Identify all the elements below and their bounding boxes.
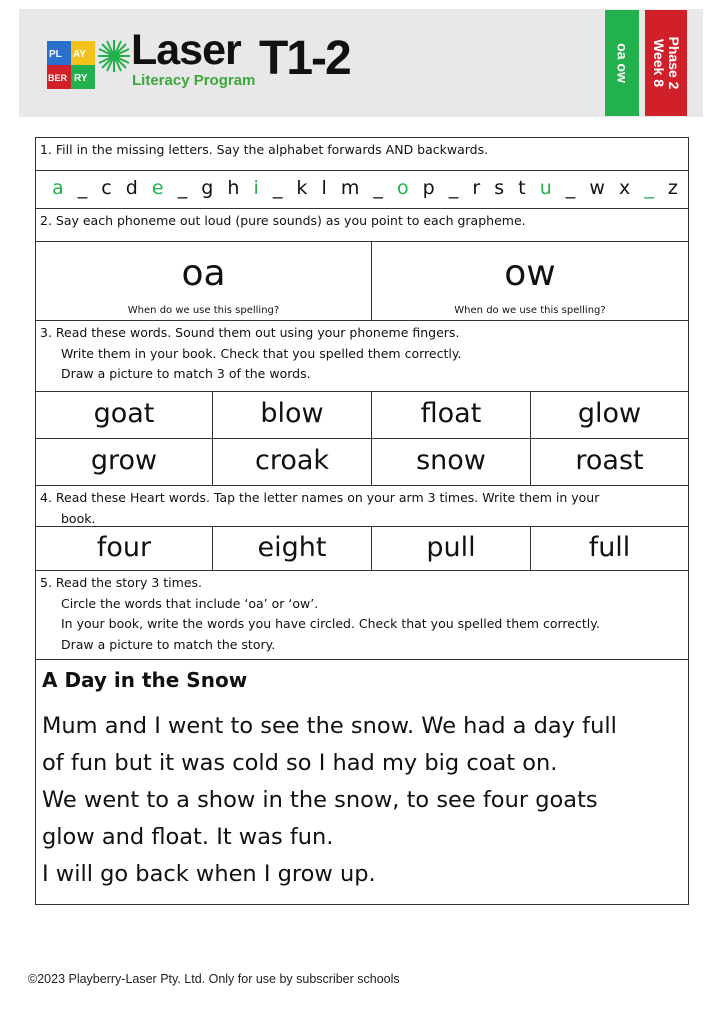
task3-instruction-row [36,320,688,391]
word: glow [577,398,642,429]
story-text [42,708,682,893]
alphabet-letter: t [518,177,526,199]
alphabet-letter: p [422,177,435,199]
word-cell [212,392,371,438]
word-cell [36,439,212,485]
grapheme-oa: oa [181,253,226,294]
focus-graphemes-text: oa ow [614,43,631,83]
phase-label: Phase 2 [666,36,682,90]
brand-name: Laser [131,26,241,74]
missing-letter-blank: _ [565,177,576,199]
level-label: T1-2 [259,32,350,85]
alphabet-letter: g [201,177,214,199]
task4-instructions [36,486,688,529]
instruction-line: Draw a picture to match 3 of the words. [61,366,311,381]
word: grow [90,445,158,476]
word: roast [575,445,644,476]
alphabet-letter: w [589,177,605,199]
task5-instruction-row [36,570,688,659]
alphabet-sequence [52,177,678,199]
phoneme-card-oa [36,242,371,320]
week-label: Week 8 [651,39,667,87]
instruction-line: Circle the words that include ‘oa’ or ‘ow’. [61,595,319,611]
story-line: We went to a show in the snow, to see four goats [42,787,598,813]
word-cell [371,439,530,485]
missing-letter-blank: _ [272,177,283,199]
word-cell [530,392,688,438]
word: blow [260,398,324,429]
missing-letter-blank: _ [448,177,459,199]
heart-word: eight [257,532,327,563]
heart-word-cell [212,527,371,570]
heart-word-cell [371,527,530,570]
word: snow [416,445,486,476]
task2-instruction-row [36,208,688,241]
puzzle-logo-icon [47,41,95,89]
logo-play-text: PL [49,49,62,60]
phoneme-card-ow [371,242,688,320]
heart-word: full [588,532,631,563]
spelling-question: When do we use this spelling? [127,305,280,316]
logo-ay-text: AY [73,49,86,60]
word: croak [254,445,330,476]
phase-week-tab [645,10,687,116]
alphabet-letter: c [101,177,112,199]
word-row-2 [36,438,688,485]
alphabet-letter: i [253,177,259,199]
brand-tagline: Literacy Program [132,72,256,89]
story-line: glow and float. It was fun. [42,824,334,850]
missing-letter-blank: _ [644,177,654,199]
task3-instructions [36,321,688,385]
alphabet-letter: u [539,177,552,199]
instruction-line: 4. Read these Heart words. Tap the letter names on your arm 3 times. Write them in your [40,490,600,505]
laser-burst-icon [97,39,131,73]
alphabet-letter: m [340,177,360,199]
focus-grapheme-tab [605,10,639,116]
heart-word-row [36,526,688,570]
alphabet-letter: a [52,177,64,199]
instruction-line: Write them in your book. Check that you spelled them correctly. [61,345,462,361]
story-line: Mum and I went to see the snow. We had a day full [42,713,617,739]
alphabet-letter: o [396,177,409,199]
alphabet-row [36,170,688,208]
alphabet-letter: h [227,177,240,199]
alphabet-letter: x [618,177,631,199]
alphabet-letter: s [494,177,505,199]
alphabet-letter: l [321,177,327,199]
missing-letter-blank: _ [177,177,188,199]
word: float [420,398,482,429]
word-row-1 [36,391,688,438]
alphabet-letter: d [125,177,138,199]
heart-word-cell [530,527,688,570]
word-cell [371,392,530,438]
grapheme-ow: ow [504,253,556,294]
header-band [19,9,703,117]
missing-letter-blank: _ [77,177,88,199]
instruction-line: In your book, write the words you have circled. Check that you spelled them correctly. [61,616,600,631]
story-line: of fun but it was cold so I had my big coat on. [42,750,558,776]
instruction-line: Draw a picture to match the story. [61,636,276,652]
heart-word: pull [426,532,476,563]
instruction-line: book. [61,510,96,526]
story-line: I will go back when I grow up. [42,861,376,887]
task4-instruction-row [36,485,688,526]
heart-word: four [96,532,152,563]
phoneme-row [36,241,688,320]
heart-word-cell [36,527,212,570]
spelling-question: When do we use this spelling? [454,305,606,316]
task1-instruction: 1. Fill in the missing letters. Say the alphabet forwards AND backwards. [40,142,489,157]
story-section [36,659,688,904]
task2-instruction: 2. Say each phoneme out loud (pure sounds) as you point to each grapheme. [40,213,526,228]
worksheet [35,137,689,905]
word: goat [93,398,155,429]
word-cell [36,392,212,438]
missing-letter-blank: _ [373,177,383,199]
story-title: A Day in the Snow [42,668,248,692]
alphabet-letter: r [472,177,481,199]
task1-instruction-row [36,138,688,170]
logo-ber-text: BER [48,73,68,83]
word-cell [212,439,371,485]
copyright-footer: ©2023 Playberry-Laser Pty. Ltd. Only for use by subscriber schools [28,972,400,986]
alphabet-letter: z [667,177,678,199]
alphabet-letter: e [151,177,164,199]
alphabet-letter: k [296,177,308,199]
logo-ry-text: RY [74,73,88,84]
word-cell [530,439,688,485]
instruction-line: 3. Read these words. Sound them out using your phoneme fingers. [40,325,460,340]
task5-instructions [36,571,688,655]
instruction-line: 5. Read the story 3 times. [40,575,202,590]
